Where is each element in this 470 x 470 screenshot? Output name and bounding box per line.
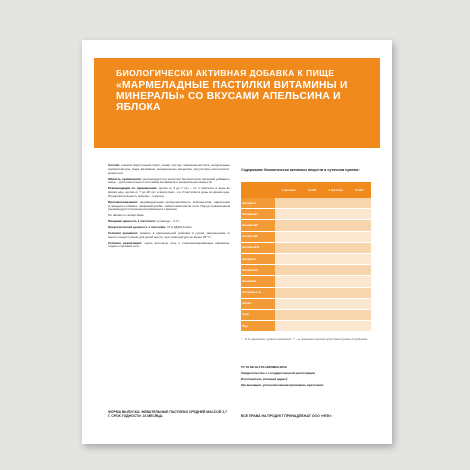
- nutrient-value: [347, 232, 371, 242]
- table-header-row: 1 пастилка % АУП 2 пастилки % АУП: [241, 182, 371, 198]
- energy-value: Энергетическая ценность 1 пастилки: 37,6 кДж/9,0 ккал.: [108, 224, 193, 229]
- nutrient-value: [299, 232, 323, 242]
- nutrient-value: [323, 232, 347, 242]
- nutrient-value: [275, 299, 299, 309]
- nutrient-value: [275, 288, 299, 298]
- nutrient-value: [275, 198, 299, 208]
- document-sheet: [82, 40, 392, 444]
- nutrient-name: Витамин B12: [241, 243, 275, 253]
- table-notes: * – % от адекватного уровня потребления. ** – не превышает верхний допустимый уровень потребления.: [241, 338, 368, 341]
- nutrient-name: Витамин D3: [241, 265, 275, 275]
- nutrient-value: [299, 299, 323, 309]
- nutrient-value: [323, 321, 347, 331]
- rights-footer: ВСЕ ПРАВА НА ПРОДУКТ ПРИНАДЛЕЖАТ ООО «НПК».: [241, 414, 333, 418]
- nutrient-value: [347, 243, 371, 253]
- nutrient-value: [323, 265, 347, 275]
- table-row: [241, 220, 371, 231]
- nutrient-value: [347, 220, 371, 230]
- nutrient-name: Витамин A: [241, 198, 275, 208]
- nutrient-value: [347, 299, 371, 309]
- table-row: [241, 299, 371, 310]
- nutrient-name: Инозит: [241, 299, 275, 309]
- nutrient-value: [323, 209, 347, 219]
- table-row: [241, 288, 371, 299]
- nutrient-value: [323, 220, 347, 230]
- nutrient-value: [323, 310, 347, 320]
- nutrient-value: [299, 220, 323, 230]
- nutrient-value: [323, 243, 347, 253]
- nutrition-value: Пищевая ценность 1 пастилки: углеводы – 2,3 г.: [108, 219, 181, 224]
- nutrient-value: [275, 243, 299, 253]
- registration-label: Свидетельство о государственной регистрации: [241, 370, 315, 375]
- table-row: [241, 198, 371, 209]
- table-row: [241, 209, 371, 220]
- nutrient-value: [299, 288, 323, 298]
- header-subtitle: БИОЛОГИЧЕСКИ АКТИВНАЯ ДОБАВКА К ПИЩЕ: [116, 68, 335, 78]
- nutrient-value: [299, 310, 323, 320]
- release-form-footer: ФОРМА ВЫПУСКА: ЖЕВАТЕЛЬНЫЕ ПАСТИЛКИ СРЕДНЕЙ МАССОЙ 2,7 Г. СРОК ГОДНОСТИ: 24 МЕСЯЦА.: [108, 410, 228, 419]
- nutrient-value: [275, 321, 299, 331]
- nutrient-value: [275, 209, 299, 219]
- right-column-text: [241, 366, 371, 412]
- nutrient-value: [347, 198, 371, 208]
- storage-paragraph: Условия хранения: хранить в оригинальной упаковке в сухом, защищенном от света и недоступном для детей месте, при температуре не выше 25 °С.: [108, 230, 230, 239]
- dosage-paragraph: Рекомендации по применению: детям от 3 до 7 лет – по 1 пастилке в день во время еды, детям от 7 до 18 лет и взрослым – по 2 пастилки в день во время еды. Продолжительность приема – 1 месяц.: [108, 186, 230, 198]
- nutrient-name: Йод: [241, 321, 275, 331]
- tu-number: ТУ 10.89.19-179-14863860-2019: [241, 366, 287, 369]
- contraindications-paragraph: Противопоказания: индивидуальная непереносимость компонентов, нарушения углеводного обмена, сахарный диабет, избыточная масса тела. Перед применением рекомендуется проконсультироваться с врачом.: [108, 199, 230, 212]
- nutrient-name: Витамин C: [241, 254, 275, 264]
- nutrient-name: Витамин B1: [241, 209, 275, 219]
- claims-org-label: Организация, уполномоченная принимать претензии:: [241, 382, 324, 387]
- table-row: [241, 254, 371, 265]
- nutrient-value: [299, 243, 323, 253]
- document-header: [94, 58, 380, 148]
- nutrient-value: [347, 276, 371, 286]
- table-row: [241, 232, 371, 243]
- nutrient-name: Витамин E: [241, 276, 275, 286]
- nutrient-value: [347, 265, 371, 275]
- nutrient-value: [323, 254, 347, 264]
- left-column-text: [108, 164, 230, 404]
- nutrient-value: [347, 288, 371, 298]
- nutrient-value: [323, 299, 347, 309]
- table-row: [241, 265, 371, 276]
- nutrient-value: [347, 321, 371, 331]
- nutrient-value: [323, 198, 347, 208]
- nutrient-value: [275, 254, 299, 264]
- nutrient-value: [299, 265, 323, 275]
- nutrient-value: [299, 209, 323, 219]
- nutrient-value: [299, 276, 323, 286]
- composition-paragraph: Состав: глюкозо-фруктозный сироп, сахар, пектин, лимонная кислота, натуральные ароматизаторы, вода, витамины, минеральные вещества, регуляторы кислотности, красители.: [108, 164, 230, 175]
- table-title: Содержание биологически активных веществ в суточном приеме:: [241, 168, 360, 172]
- not-medicine-note: Не является лекарством.: [108, 213, 145, 218]
- nutrient-value: [347, 254, 371, 264]
- nutrient-value: [323, 276, 347, 286]
- table-row: [241, 276, 371, 287]
- nutrient-value: [275, 232, 299, 242]
- nutrient-name: Витамин B6: [241, 232, 275, 242]
- nutrient-value: [275, 310, 299, 320]
- nutrient-table: [241, 182, 371, 332]
- table-row: [241, 321, 371, 332]
- nutrient-name: Цинк: [241, 310, 275, 320]
- application-paragraph: Область применения: рекомендуется в качестве биологически активной добавки к пище – дополнительного источника витаминов и минеральных веществ.: [108, 176, 230, 185]
- nutrient-value: [299, 254, 323, 264]
- manufacturer-label: Изготовитель (полный адрес):: [241, 376, 288, 381]
- header-title: «МАРМЕЛАДНЫЕ ПАСТИЛКИ ВИТАМИНЫ И МИНЕРАЛЫ» СО ВКУСАМИ АПЕЛЬСИНА И ЯБЛОКА: [116, 80, 348, 113]
- nutrient-value: [323, 288, 347, 298]
- nutrient-value: [299, 198, 323, 208]
- nutrient-name: Витамин B2: [241, 220, 275, 230]
- nutrient-value: [347, 209, 371, 219]
- nutrient-value: [347, 310, 371, 320]
- nutrient-value: [275, 276, 299, 286]
- nutrient-name: Фолиевая к-та: [241, 288, 275, 298]
- table-row: [241, 310, 371, 321]
- nutrient-value: [275, 220, 299, 230]
- nutrient-value: [299, 321, 323, 331]
- sale-paragraph: Условия реализации: через аптечную сеть и специализированные магазины, отделы торговой сети.: [108, 240, 230, 249]
- nutrient-value: [275, 265, 299, 275]
- table-row: [241, 243, 371, 254]
